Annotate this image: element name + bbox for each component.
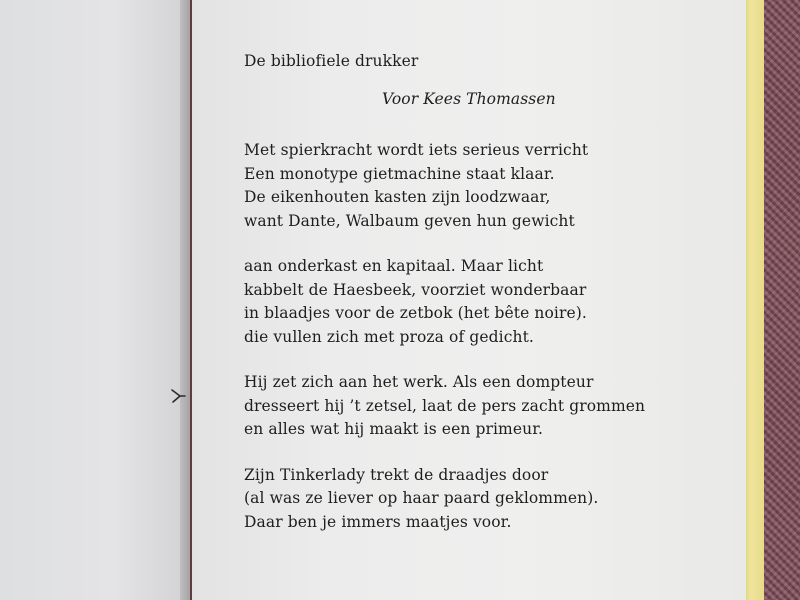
poem-line: in blaadjes voor de zetbok (het bête noire). (244, 304, 587, 322)
poem-line: Met spierkracht wordt iets serieus verricht (244, 141, 589, 159)
left-page (0, 0, 190, 600)
right-page (192, 0, 746, 600)
poem-line: De eikenhouten kasten zijn loodzwaar, (244, 188, 551, 206)
poem-line: kabbelt de Haesbeek, voorziet wonderbaar (244, 280, 587, 299)
poem-line: Hij zet zich aan het werk. Als een dompteur (244, 373, 594, 391)
poem-line: dresseert hij ’t zetsel, laat de pers zacht grommen (244, 396, 646, 415)
stanza-4 (244, 464, 734, 535)
poem-line: Een monotype gietmachine staat klaar. (244, 164, 555, 183)
stanza-2 (244, 255, 734, 349)
poem-title: De bibliofiele drukker (244, 52, 419, 70)
poem-line: en alles wat hij maakt is een primeur. (244, 420, 544, 438)
poem-line: (al was ze liever op haar paard geklommen). (244, 489, 599, 507)
stanza-3 (244, 371, 734, 442)
poem-line: aan onderkast en kapitaal. Maar licht (244, 257, 544, 275)
poem (244, 50, 734, 534)
poem-line: die vullen zich met proza of gedicht. (244, 327, 534, 346)
poem-line: want Dante, Walbaum geven hun gewicht (244, 211, 575, 230)
poem-line: Zijn Tinkerlady trekt de draadjes door (244, 465, 549, 484)
poem-dedication: Voor Kees Thomassen (382, 89, 556, 108)
poem-line: Daar ben je immers maatjes voor. (244, 512, 512, 531)
stanza-1 (244, 139, 734, 233)
binding-thread-icon (168, 386, 188, 406)
